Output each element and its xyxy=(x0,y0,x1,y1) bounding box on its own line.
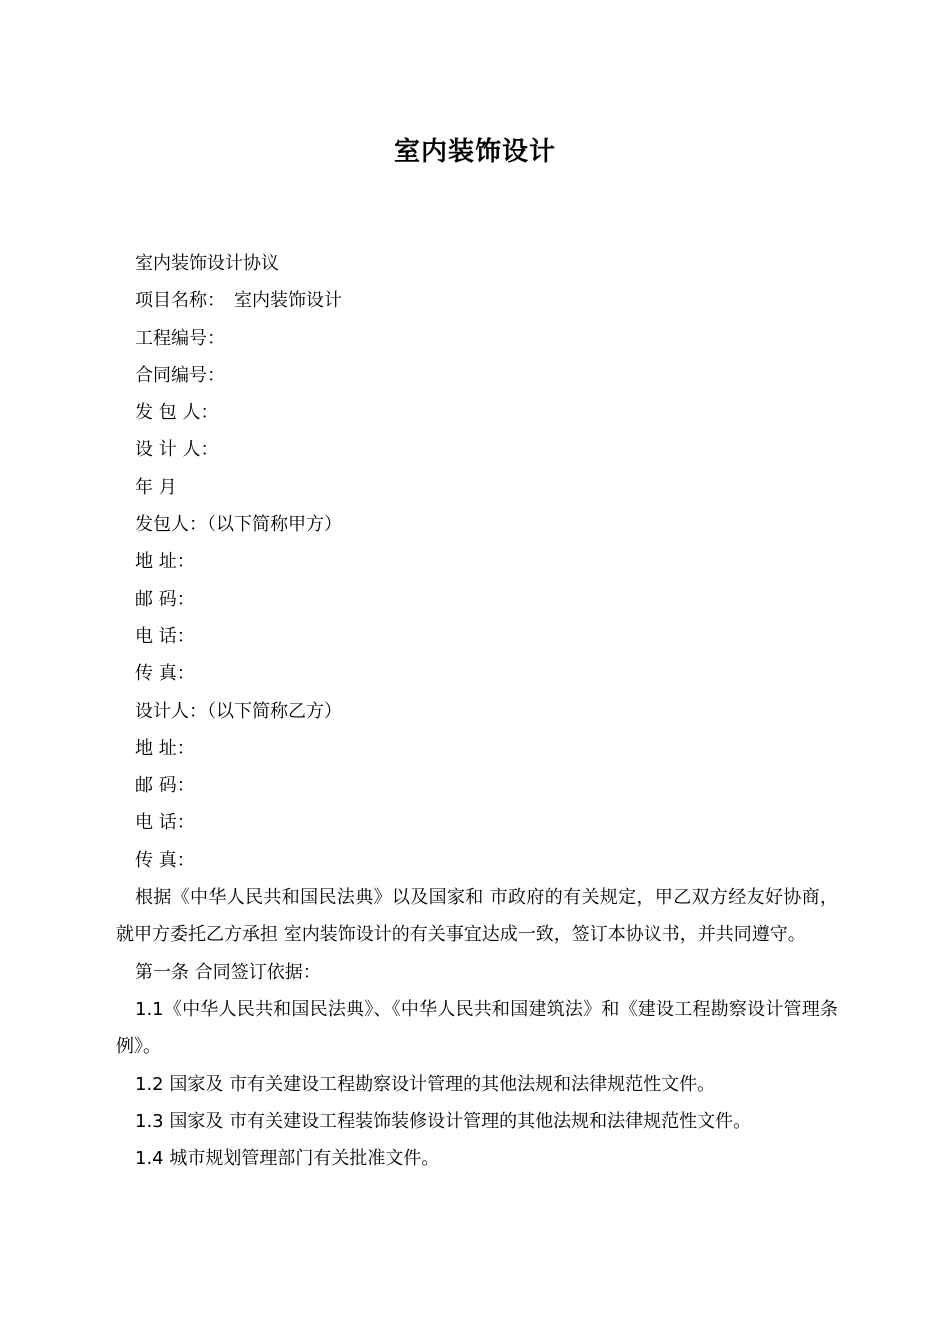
party-a-fax-line: 传 真： xyxy=(135,663,195,685)
designer-line: 设 计 人： xyxy=(135,439,219,461)
article-1-item: 1.3 国家及 市有关建设工程装饰装修设计管理的其他法规和法律规范性文件。 xyxy=(135,1110,752,1132)
party-b-line: 设计人：（以下简称乙方） xyxy=(135,700,342,722)
party-b-fax-line: 传 真： xyxy=(135,849,195,871)
party-b-address-line: 地 址： xyxy=(135,737,195,759)
article-1-item: 1.1《中华人民共和国民法典》、《中华人民共和国建筑法》和《建设工程勘察设计管理条例》。 xyxy=(116,998,838,1058)
document-body xyxy=(116,245,838,1177)
party-b-postcode-line: 邮 码： xyxy=(135,775,195,797)
agreement-name-line: 室内装饰设计协议 xyxy=(135,253,279,274)
intro-paragraph: 根据《中华人民共和国民法典》以及国家和 市政府的有关规定，甲乙双方经友好协商，就甲方委托乙方承担 室内装饰设计的有关事宜达成一致，签订本协议书，并共同遵守。 xyxy=(116,887,838,946)
date-line: 年 月 xyxy=(135,476,177,498)
party-b-phone-line: 电 话： xyxy=(135,812,195,834)
project-name-line: 项目名称： 室内装饰设计 xyxy=(135,290,342,312)
party-a-postcode-line: 邮 码： xyxy=(135,588,195,610)
document-title: 室内装饰设计 xyxy=(393,137,556,167)
party-a-line: 发包人：（以下简称甲方） xyxy=(135,514,342,536)
article-1-heading: 第一条 合同签订依据： xyxy=(135,961,321,983)
party-a-phone-line: 电 话： xyxy=(135,625,195,647)
party-a-address-line: 地 址： xyxy=(135,551,195,573)
engineering-number-line: 工程编号： xyxy=(135,327,225,349)
article-1-item: 1.2 国家及 市有关建设工程勘察设计管理的其他法规和法律规范性文件。 xyxy=(135,1073,716,1095)
employer-line: 发 包 人： xyxy=(135,402,219,424)
contract-number-line: 合同编号： xyxy=(135,364,225,386)
article-1-item: 1.4 城市规划管理部门有关批准文件。 xyxy=(135,1148,440,1170)
